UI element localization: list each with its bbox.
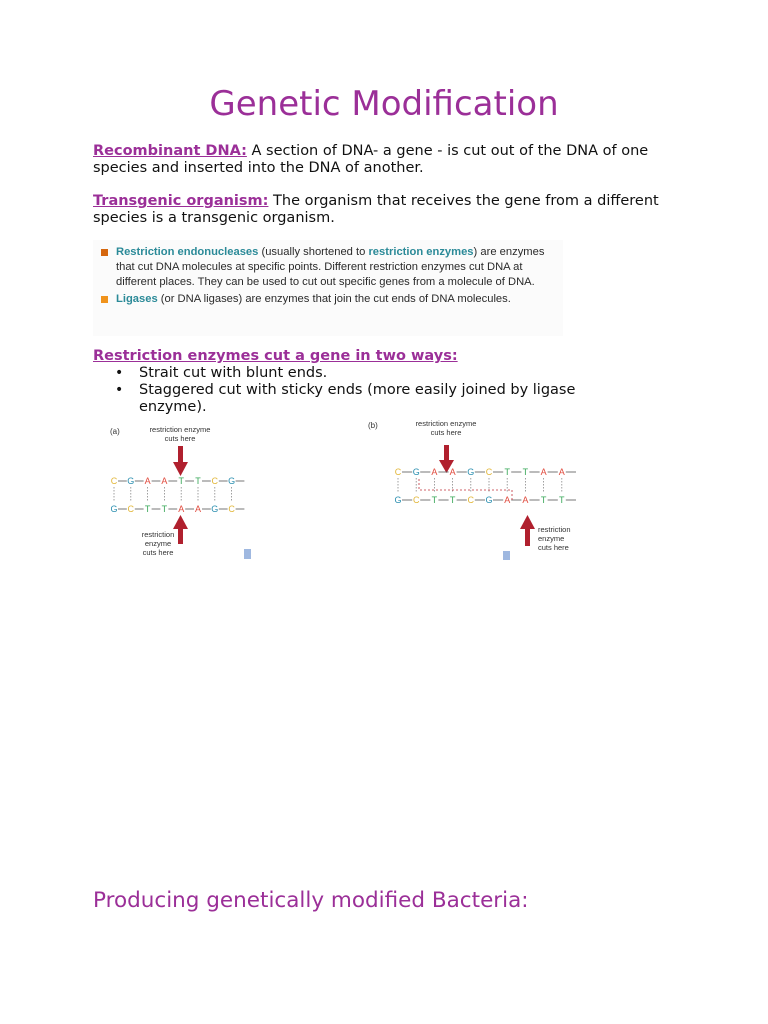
nucleotide-base: A: [178, 504, 185, 514]
bottom-cut-label: restriction: [538, 525, 571, 534]
nucleotide-base: T: [449, 495, 456, 505]
nucleotide-base: T: [144, 504, 151, 514]
nucleotide-base: C: [412, 495, 420, 505]
excerpt-item-restriction: [93, 245, 563, 290]
bottom-cut-label: cuts here: [538, 543, 569, 552]
recombinant-dna-definition: A section of DNA- a gene - is cut out of the DNA of one species and inserted into the DNA of another.: [93, 143, 649, 176]
nucleotide-base: A: [558, 467, 565, 477]
top-cut-label: restriction enzyme: [149, 425, 211, 434]
restriction-enzymes-term: restriction enzymes: [368, 246, 474, 258]
arrow-shaft: [178, 528, 183, 544]
arrow-up-icon: [173, 515, 188, 529]
cut-types-list: [93, 365, 633, 416]
nucleotide-base: A: [144, 476, 151, 486]
page-title: Genetic Modification: [209, 84, 559, 124]
nucleotide-base: G: [467, 467, 475, 477]
top-cut-label: restriction enzyme: [415, 419, 477, 428]
bottom-cut-label: restriction: [141, 530, 175, 539]
ligases-term: Ligases: [116, 293, 158, 305]
excerpt-text: ) are enzymes that cut DNA molecules at specific points. Different restriction enzymes cut DNA at different places. They can be used to cut out specific genes from a molecule of DNA.: [116, 246, 545, 288]
nucleotide-base: C: [127, 504, 135, 514]
square-bullet-icon: [101, 296, 108, 303]
arrow-down-icon: [173, 462, 188, 476]
recombinant-dna-paragraph: [93, 143, 678, 177]
panel-label: (b): [368, 421, 378, 430]
nucleotide-base: G: [485, 495, 493, 505]
bottom-cut-arrow: [173, 515, 188, 544]
top-cut-label: cuts here: [164, 434, 196, 443]
nucleotide-base: T: [559, 495, 565, 505]
excerpt-text: (usually shortened to: [258, 246, 369, 258]
nucleotide-base: A: [431, 467, 438, 477]
nucleotide-base: A: [522, 495, 529, 505]
nucleotide-base: A: [449, 467, 456, 477]
nucleotide-base: C: [211, 476, 219, 486]
nucleotide-base: G: [394, 495, 402, 505]
dna-strands: [110, 476, 244, 514]
transgenic-organism-definition: The organism that receives the gene from a different species is a transgenic organism.: [93, 193, 659, 226]
dna-strands: [394, 467, 576, 505]
blunt-cut-diagram: [100, 418, 280, 563]
nucleotide-base: T: [540, 495, 547, 505]
nucleotide-base: T: [161, 504, 168, 514]
bottom-cut-label: enzyme: [538, 534, 565, 543]
transgenic-organism-paragraph: [93, 193, 678, 227]
top-cut-arrow: [173, 446, 188, 476]
nucleotide-base: T: [522, 467, 529, 477]
nucleotide-base: G: [228, 476, 236, 486]
arrow-up-icon: [520, 515, 535, 529]
bottom-cut-label: enzyme: [144, 539, 172, 548]
restriction-heading: Restriction enzymes cut a gene in two ways:: [93, 348, 458, 364]
panel-label: (a): [110, 427, 120, 436]
excerpt-item-ligases: [93, 292, 563, 307]
square-bullet-icon: [101, 249, 108, 256]
nucleotide-base: C: [485, 467, 493, 477]
nucleotide-base: A: [161, 476, 168, 486]
transgenic-organism-term: Transgenic organism:: [93, 193, 269, 209]
nucleotide-base: A: [540, 467, 547, 477]
nucleotide-base: A: [194, 504, 202, 514]
top-cut-label: cuts here: [430, 428, 462, 437]
nucleotide-base: T: [431, 495, 438, 505]
nucleotide-base: G: [412, 467, 420, 477]
bullet-dot-icon: •: [115, 382, 124, 398]
restriction-endonucleases-term: Restriction endonucleases: [116, 246, 259, 258]
excerpt-text: (or DNA ligases) are enzymes that join the cut ends of DNA molecules.: [157, 293, 511, 305]
textbook-excerpt: [93, 240, 563, 336]
nucleotide-base: G: [211, 504, 219, 514]
nucleotide-base: C: [467, 495, 475, 505]
recombinant-dna-term: Recombinant DNA:: [93, 143, 247, 159]
nucleotide-base: T: [195, 476, 201, 486]
list-item: [93, 382, 633, 416]
arrow-shaft: [178, 446, 183, 464]
nucleotide-base: C: [110, 476, 118, 486]
nucleotide-base: G: [127, 476, 135, 486]
arrow-shaft: [444, 445, 449, 462]
arrow-shaft: [525, 528, 530, 546]
nucleotide-base: C: [228, 504, 235, 514]
nucleotide-base: T: [504, 467, 510, 477]
nucleotide-base: G: [110, 504, 118, 514]
nucleotide-base: T: [178, 476, 184, 486]
list-item: [93, 365, 633, 382]
bottom-cut-arrow: [520, 515, 535, 546]
list-item-text: Staggered cut with sticky ends (more easily joined by ligase enzyme).: [139, 382, 576, 415]
scan-artifact: [503, 551, 510, 560]
sticky-end-diagram: [360, 415, 590, 563]
list-item-text: Strait cut with blunt ends.: [139, 365, 328, 381]
bullet-dot-icon: •: [115, 365, 124, 381]
bottom-cut-label: cuts here: [142, 548, 174, 557]
section-heading-gm-bacteria: Producing genetically modified Bacteria:: [93, 888, 529, 913]
nucleotide-base: A: [504, 495, 511, 505]
nucleotide-base: C: [394, 467, 402, 477]
scan-artifact: [244, 549, 251, 559]
